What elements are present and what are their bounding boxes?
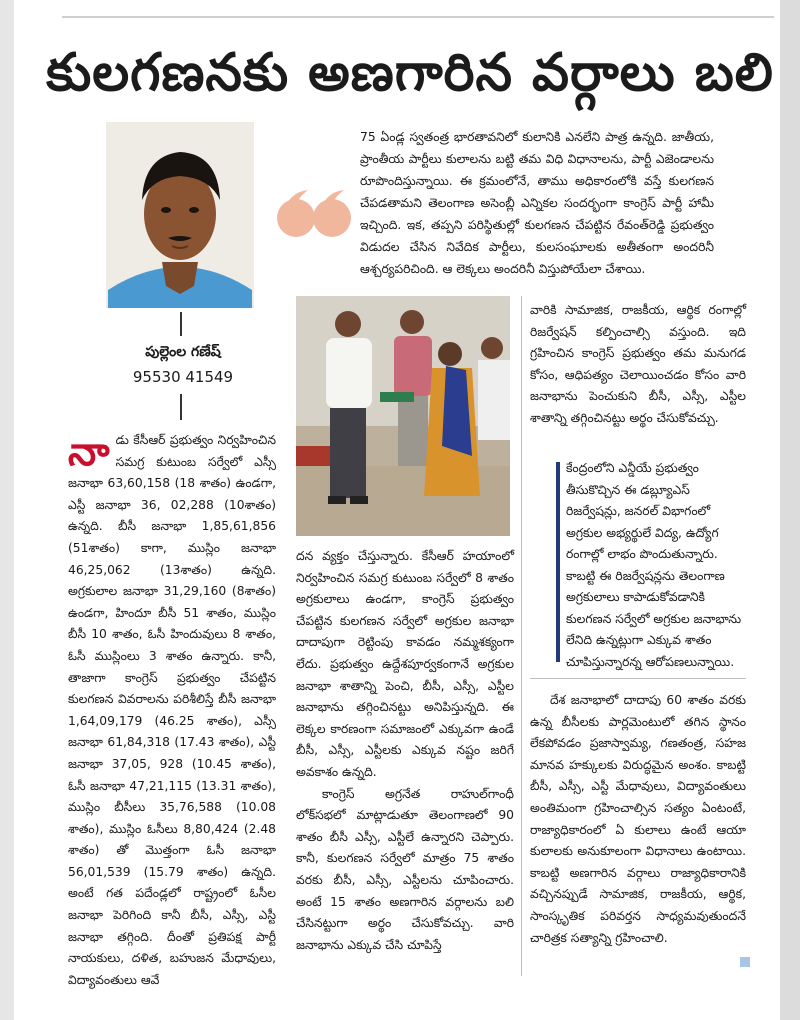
column-1-text: డు కేసీఆర్ ప్రభుత్వం నిర్వహించిన సమగ్ర కుటుంబ సర్వేలో ఎస్సీ జనాభా 63,60,158 (18 శాతం) ఉండగా, ఎస్టీ జనాభా 36, 02,288 (10శాతం) ఉన్నది. బీసీ జనాభా 1,85,61,856 (51శాతం) కాగా, ముస్లిం జనాభా 46,25,062 (13శాతం) ఉన్నది. అగ్రకులాల జనాభా 31,29,160 (8శాతం) ఉండగా, హిందూ బీసీ 51 శాతం, ముస్లిం బీసీ 10 శాతం, ఓసీ హిందువులు 8 శాతం, ఓసీ ముస్లింలు 3 శాతం ఉన్నారు. కానీ, తాజాగా కాంగ్రెస్ ప్రభుత్వం చేపట్టిన కులగణన వివరాలను పరిశీలిస్తే బీసీ జనాభా 1,64,09,179 (46.25 శాతం), ఎస్సీ జనాభా 61,84,318 (17.43 శాతం), ఎస్టీ జనాభా 37,05, 928 (10.45 శాతం), ఓసీ జనాభా 47,21,115 (13.31 శాతం), ముస్లిం బీసీలు 35,76,588 (10.08 శాతం), ముస్లిం ఓసీలు 8,80,424 (2.48 శాతం) తో మొత్తంగా ఓసీ జనాభా 56,01,539 (15.79 శాతం) ఉన్నది. అంటే గత పదేండ్లలో రాష్ట్రంలో ఓసీల జనాభా పెరిగింది కానీ బీసీ, ఎస్సీ, ఎస్టీ జనాభా తగ్గింది. దీంతో ప్రతిపక్ష పార్టీ నాయకులు, దళిత, బహుజన మేధావులు, విద్యావంతులు ఆవే xyxy=(68,433,276,987)
article-column-1 xyxy=(68,429,276,987)
column-2-paragraph-2: కాంగ్రెస్ అగ్రనేత రాహుల్‌గాంధీ లోక్‌సభలో మాట్లాడుతూ తెలంగాణలో 90 శాతం బీసీ ఎస్సీ, ఎస్టీలే ఉన్నారని చెప్పారు. కానీ, కులగణన సర్వేలో మాత్రం 75 శాతం వరకు బీసీ, ఎస్సీ, ఎస్టీలను చూపించారు. అంటే 15 శాతం అణగారిన వర్గాలను బలి చేసినట్టుగా అర్థం చేసుకోవచ్చు. వారి జనాభాను ఎక్కువ చేసి చూపిస్తే xyxy=(296,786,514,952)
quote-icon xyxy=(274,186,354,242)
pull-quote: కేంద్రంలోని ఎన్డీయే ప్రభుత్వం తీసుకొచ్చిన ఈ డబ్ల్యూఎస్ రిజర్వేషన్లు, జనరల్ విభాగంలో అగ్రకుల అభ్యర్థులే విద్య, ఉద్యోగ రంగాల్లో లాభం పొందుతున్నారు. కాబట్టి ఈ రిజర్వేషన్లను తెలంగాణ అగ్రకులాలు కాపాడుకోవడానికి కులగణన సర్వేలో అగ్రకుల జనాభాను లేనిది ఉన్నట్లుగా ఎక్కువ శాతం చూపిస్తున్నారన్న ఆరోపణలున్నాయి. xyxy=(566,461,742,669)
callout-bar xyxy=(556,462,560,662)
column-3-top: వారికి సామాజిక, రాజకీయ, ఆర్థిక రంగాల్లో రిజర్వేషన్ కల్పించాల్సి వస్తుంది. ఇది గ్రహించిన కాంగ్రెస్ ప్రభుత్వం తమ మనుగడ కోసం, ఆధిపత్యం చెలాయించడం కోసం వారి జనాభాను పెంచుకుని బీసీ, ఎస్సీ, ఎస్టీల శాతాన్ని తగ్గించినట్టు అర్థం చేసుకోవచ్చు. xyxy=(530,303,746,425)
intro-paragraph: 75 ఏండ్ల స్వతంత్ర భారతావనిలో కులానికి ఎనలేని పాత్ర ఉన్నది. జాతీయ, ప్రాంతీయ పార్టీలు కులాలను బట్టి తమ విధి విధానాలను, పార్టీ ఎజెండాలను రూపొందిస్తున్నాయి. ఈ క్రమంలోనే, తాము అధికారంలోకి వస్తే కులగణన చేపడతామని తెలంగాణ అసెంబ్లీ ఎన్నికల సందర్భంగా కాంగ్రెస్ పార్టీ హామీ ఇచ్చింది. ఇక, తప్పని పరిస్థితుల్లో కులగణన చేపట్టిన రేవంత్‌రెడ్డి ప్రభుత్వం విడుదల చేసిన నివేదిక పార్టీలు, కులసంఘాలకు అతీతంగా అందరినీ ఆశ్చర్యపరిచింది. ఆ లెక్కలు అందరినీ విస్తుపోయేలా చేశాయి. xyxy=(360,130,714,276)
page-right-margin xyxy=(780,0,800,1020)
byline-rule-bottom xyxy=(180,394,182,420)
page-left-margin xyxy=(0,0,14,1020)
byline-rule-top xyxy=(180,312,182,336)
column-separator xyxy=(521,296,522,976)
top-rule xyxy=(62,16,774,18)
dropcap: నా xyxy=(68,429,110,475)
article-end-mark xyxy=(740,957,750,967)
survey-photo xyxy=(296,296,510,536)
author-name: పుల్లెంల గణేష్ xyxy=(145,344,221,360)
author-phone: 95530 41549 xyxy=(132,368,234,386)
callout-rule xyxy=(530,678,746,679)
column-3-bottom: దేశ జనాభాలో దాదాపు 60 శాతం వరకు ఉన్న బీసీలకు పార్లమెంటులో తగిన స్థానం లేకపోవడం ప్రజాస్వామ్య, గణతంత్ర, సహజ మానవ హక్కులకు విరుద్ధమైన అంశం. కాబట్టి బీసీ, ఎస్సీ, ఎస్టీ మేధావులు, విద్యావంతులు అంతిమంగా గ్రహించాల్సిన సత్యం ఏంటంటే, రాజ్యాధికారంలో ఏ కులాలు ఉంటే ఆయా కులాలకు అనుకూలంగా విధానాలు ఉంటాయి. కాబట్టి అణగారిన వర్గాలు రాజ్యాధికారానికి వచ్చినప్పుడే సామాజిక, రాజకీయ, ఆర్థిక, సాంస్కృతిక పరివర్తన సాధ్యమవుతుందనే చారిత్రక సత్యాన్ని గ్రహించాలి. xyxy=(530,693,746,945)
column-2-paragraph-1: దన వ్యక్తం చేస్తున్నారు. కేసీఆర్ హయాంలో నిర్వహించిన సమగ్ర కుటుంబ సర్వేలో 8 శాతం అగ్రకులాలు ఉండగా, కాంగ్రెస్ ప్రభుత్వం చేపట్టిన కులగణన సర్వేలో అగ్రకుల జనాభా దాదాపుగా రెట్టింపు కావడం నమ్మశక్యంగా లేదు. ప్రభుత్వం ఉద్దేశపూర్వకంగానే అగ్రకుల జనాభా శాతాన్ని పెంచి, బీసీ, ఎస్సీ, ఎస్టీల జనాభాను తగ్గించినట్టు అనిపిస్తున్నది. ఈ లెక్కల కారణంగా సమాజంలో ఎక్కువగా ఉండే బీసీ, ఎస్సీ, ఎస్టీలకు ఎక్కువ నష్టం జరిగే అవకాశం ఉన్నది. xyxy=(296,549,514,779)
headline: కులగణనకు అణగారిన వర్గాలు బలి xyxy=(46,43,774,103)
author-photo xyxy=(106,122,254,308)
article-column-2 xyxy=(296,546,514,976)
